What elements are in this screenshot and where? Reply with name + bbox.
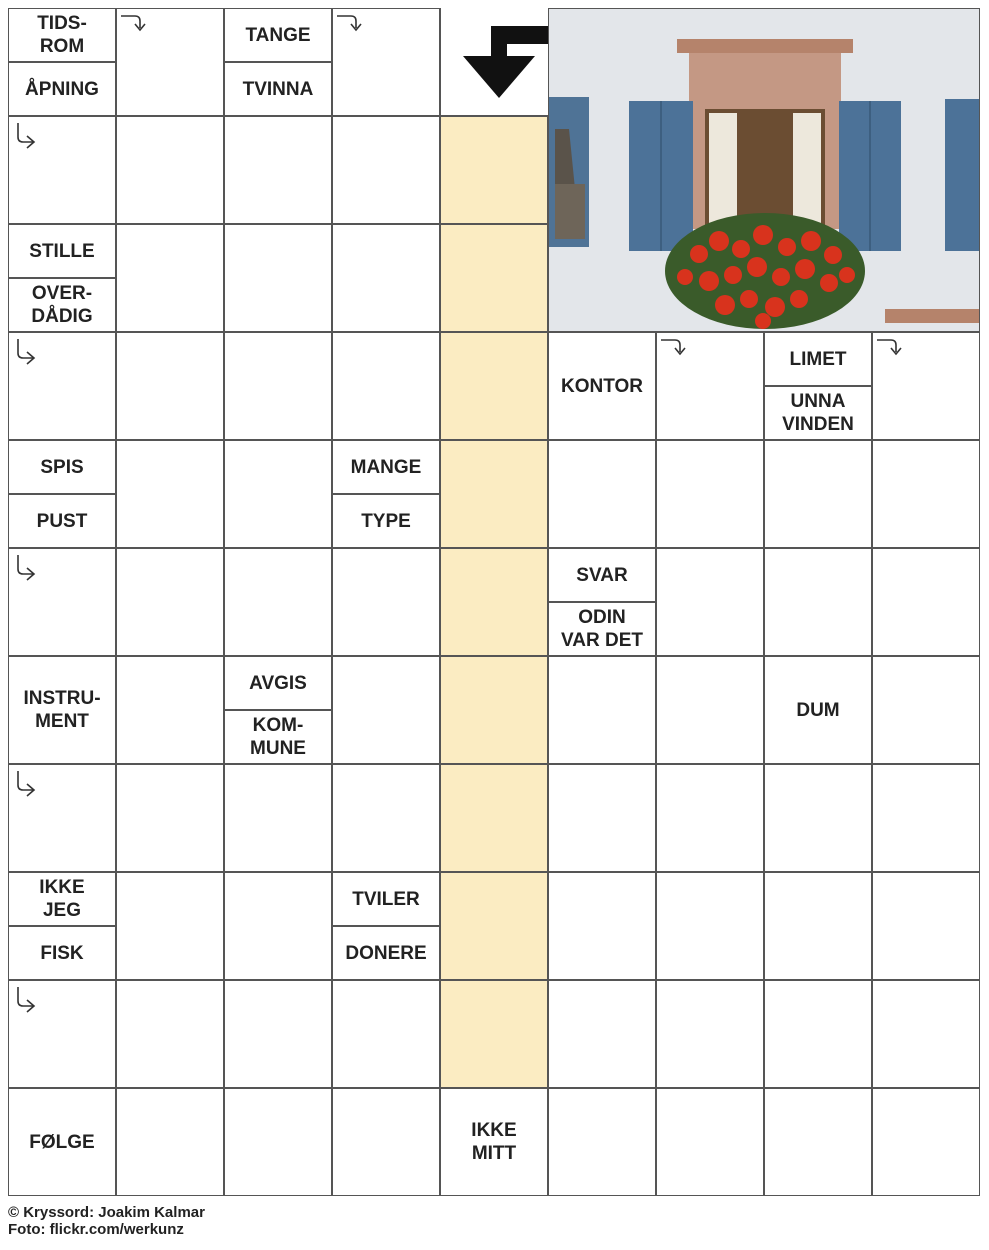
clue-cell (440, 1088, 548, 1196)
clue-dum: DUM (796, 699, 840, 721)
clue-donere: DONERE (333, 925, 439, 979)
answer-cell[interactable] (764, 764, 872, 872)
clue-type: TYPE (333, 493, 439, 547)
clue-kommune: KOM- MUNE (225, 709, 331, 763)
answer-cell[interactable] (8, 548, 116, 656)
answer-cell[interactable] (656, 332, 764, 440)
clue-limet: LIMET (789, 348, 847, 370)
answer-cell[interactable] (116, 980, 224, 1088)
answer-cell[interactable] (224, 1088, 332, 1196)
clue-cell (8, 656, 116, 764)
answer-cell[interactable] (764, 440, 872, 548)
clue-cell (332, 872, 440, 980)
credits (8, 1204, 205, 1238)
answer-cell[interactable] (8, 980, 116, 1088)
answer-cell[interactable] (872, 764, 980, 872)
clue-spis: SPIS (40, 456, 84, 478)
answer-cell[interactable] (656, 764, 764, 872)
answer-cell[interactable] (764, 872, 872, 980)
answer-cell[interactable] (332, 656, 440, 764)
arrow-down-right-icon (13, 553, 43, 583)
answer-cell[interactable] (548, 764, 656, 872)
clue-fisk: FISK (9, 925, 115, 979)
answer-cell[interactable] (116, 1088, 224, 1196)
answer-cell[interactable] (764, 1088, 872, 1196)
answer-cell[interactable] (224, 224, 332, 332)
clue-apning: ÅPNING (9, 61, 115, 115)
clue-unna-vinden: UNNA VINDEN (765, 385, 871, 439)
clue-pust: PUST (9, 493, 115, 547)
answer-cell[interactable] (872, 440, 980, 548)
answer-cell[interactable] (116, 8, 224, 116)
crossword-credit: © Kryssord: Joakim Kalmar (8, 1204, 205, 1221)
clue-cell (8, 224, 116, 332)
clue-svar: SVAR (576, 564, 628, 586)
clue-overdadig: OVER- DÅDIG (9, 277, 115, 331)
photo-credit: Foto: flickr.com/werkunz (8, 1221, 184, 1238)
answer-cell[interactable] (8, 764, 116, 872)
answer-cell[interactable] (548, 872, 656, 980)
solution-cell[interactable] (440, 224, 548, 332)
solution-cell[interactable] (440, 548, 548, 656)
answer-cell[interactable] (332, 116, 440, 224)
answer-cell[interactable] (332, 1088, 440, 1196)
answer-cell[interactable] (872, 980, 980, 1088)
clue-cell (764, 332, 872, 440)
clue-stille: STILLE (29, 240, 95, 262)
clue-tange: TANGE (245, 24, 311, 46)
answer-cell[interactable] (332, 8, 440, 116)
arrow-down-right-icon (13, 769, 43, 799)
clue-cell (332, 440, 440, 548)
answer-cell[interactable] (872, 656, 980, 764)
answer-cell[interactable] (548, 1088, 656, 1196)
answer-cell[interactable] (116, 440, 224, 548)
answer-cell[interactable] (656, 548, 764, 656)
arrow-down-right-icon (13, 121, 43, 151)
answer-cell[interactable] (548, 440, 656, 548)
answer-cell[interactable] (656, 1088, 764, 1196)
solution-arrow-cell (440, 8, 548, 116)
answer-cell[interactable] (872, 1088, 980, 1196)
answer-cell[interactable] (224, 980, 332, 1088)
solution-cell[interactable] (440, 116, 548, 224)
arrow-down-right-icon (13, 985, 43, 1015)
answer-cell[interactable] (548, 656, 656, 764)
answer-cell[interactable] (548, 980, 656, 1088)
big-down-arrow-icon (453, 22, 549, 102)
arrow-right-down-icon (659, 335, 689, 359)
clue-mange: MANGE (350, 456, 422, 478)
clue-cell (8, 872, 116, 980)
answer-cell[interactable] (116, 224, 224, 332)
arrow-right-down-icon (875, 335, 905, 359)
answer-cell[interactable] (656, 980, 764, 1088)
clue-cell (224, 8, 332, 116)
crossword-grid (8, 8, 980, 1196)
answer-cell[interactable] (8, 116, 116, 224)
clue-cell (224, 656, 332, 764)
answer-cell[interactable] (332, 764, 440, 872)
answer-cell[interactable] (764, 980, 872, 1088)
clue-cell (8, 440, 116, 548)
clue-tviler: TVILER (352, 888, 420, 910)
answer-cell[interactable] (224, 548, 332, 656)
answer-cell[interactable] (224, 872, 332, 980)
answer-cell[interactable] (224, 764, 332, 872)
answer-cell[interactable] (872, 872, 980, 980)
answer-cell[interactable] (116, 656, 224, 764)
solution-cell[interactable] (440, 440, 548, 548)
clue-ikke-mitt: IKKE MITT (471, 1120, 517, 1164)
solution-cell[interactable] (440, 332, 548, 440)
solution-cell[interactable] (440, 764, 548, 872)
answer-cell[interactable] (656, 440, 764, 548)
answer-cell[interactable] (332, 980, 440, 1088)
clue-cell (8, 8, 116, 116)
clue-folge: FØLGE (29, 1131, 95, 1153)
answer-cell[interactable] (116, 872, 224, 980)
clue-avgis: AVGIS (249, 672, 307, 694)
answer-cell[interactable] (656, 656, 764, 764)
answer-cell[interactable] (116, 332, 224, 440)
clue-kontor: KONTOR (561, 375, 643, 397)
answer-cell[interactable] (8, 332, 116, 440)
answer-cell[interactable] (224, 116, 332, 224)
arrow-right-down-icon (335, 11, 365, 35)
clue-tvinna: TVINNA (225, 61, 331, 115)
clue-instrument: INSTRU- MENT (23, 688, 101, 732)
clue-odin-var-det: ODIN VAR DET (549, 601, 655, 655)
arrow-right-down-icon (119, 11, 149, 35)
answer-cell[interactable] (116, 764, 224, 872)
clue-cell (8, 1088, 116, 1196)
clue-ikke-jeg: IKKE JEG (39, 877, 85, 921)
clue-cell (548, 548, 656, 656)
clue-tidsrom: TIDS- ROM (37, 13, 87, 57)
answer-cell[interactable] (332, 548, 440, 656)
window-flowers-photo (548, 8, 980, 332)
answer-cell[interactable] (224, 440, 332, 548)
answer-cell[interactable] (764, 548, 872, 656)
answer-cell[interactable] (224, 332, 332, 440)
answer-cell[interactable] (656, 872, 764, 980)
answer-cell[interactable] (332, 332, 440, 440)
solution-cell[interactable] (440, 656, 548, 764)
answer-cell[interactable] (872, 332, 980, 440)
answer-cell[interactable] (116, 116, 224, 224)
clue-cell (764, 656, 872, 764)
solution-cell[interactable] (440, 872, 548, 980)
answer-cell[interactable] (116, 548, 224, 656)
answer-cell[interactable] (332, 224, 440, 332)
arrow-down-right-icon (13, 337, 43, 367)
solution-cell[interactable] (440, 980, 548, 1088)
clue-cell (548, 332, 656, 440)
answer-cell[interactable] (872, 548, 980, 656)
